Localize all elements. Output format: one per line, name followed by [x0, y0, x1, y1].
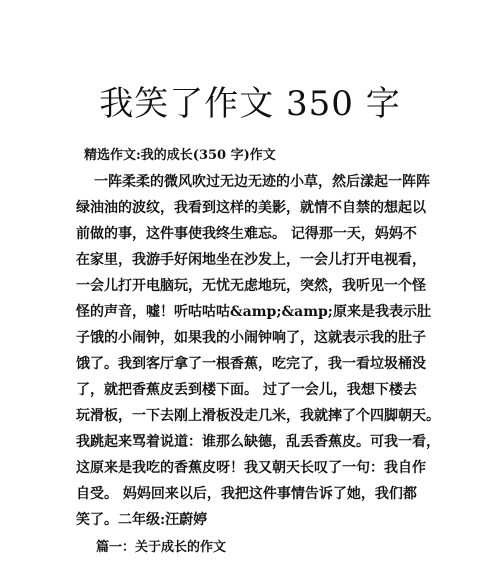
essay-line: 一阵柔柔的微风吹过无边无迹的小草，然后漾起一阵阵 — [94, 174, 430, 190]
document-title: 我笑了作文 350 字 — [99, 84, 401, 124]
essay-line: 这原来是我吃的香蕉皮呀！我又朝天长叹了一句：我自作 — [76, 460, 426, 476]
essay-line: 前做的事，这件事使我终生难忘。 记得那一天，妈妈不 — [76, 226, 417, 242]
essay-line: 一会儿打开电脑玩，无忧无虑地玩，突然，我听见一个怪 — [76, 278, 426, 294]
essay-line: 自受。 妈妈回来以后，我把这件事情告诉了她，我们都 — [76, 486, 417, 502]
document-subtitle: 精选作文:我的成长(350 字)作文 — [84, 148, 276, 163]
essay-line: 饿了。我到客厅拿了一根香蕉，吃完了，我一看垃圾桶没 — [76, 356, 426, 372]
essay-body — [76, 169, 440, 533]
essay-line: 绿油油的波纹，我看到这样的美影，就情不自禁的想起以 — [76, 200, 426, 216]
essay-line: 我跳起来骂着说道：谁那么缺德，乱丢香蕉皮。可我一看， — [76, 434, 440, 450]
essay-line: 怪的声音，嘘！听咕咕咕&amp;&amp;原来是我表示肚 — [76, 304, 431, 320]
section-heading: 篇一：关于成长的作文 — [96, 540, 227, 555]
essay-line: 玩滑板，一下去刚上滑板没走几米，我就摔了个四脚朝天。 — [76, 408, 440, 424]
essay-line: 笑了。二年级:汪蔚婷 — [76, 512, 208, 528]
essay-line: 了，就把香蕉皮丢到楼下面。 过了一会儿，我想下楼去 — [76, 382, 417, 398]
essay-line: 子饿的小闹钟，如果我的小闹钟响了，这就表示我的肚子 — [76, 330, 426, 346]
essay-line: 在家里，我游手好闲地坐在沙发上，一会儿打开电视看， — [76, 252, 426, 268]
